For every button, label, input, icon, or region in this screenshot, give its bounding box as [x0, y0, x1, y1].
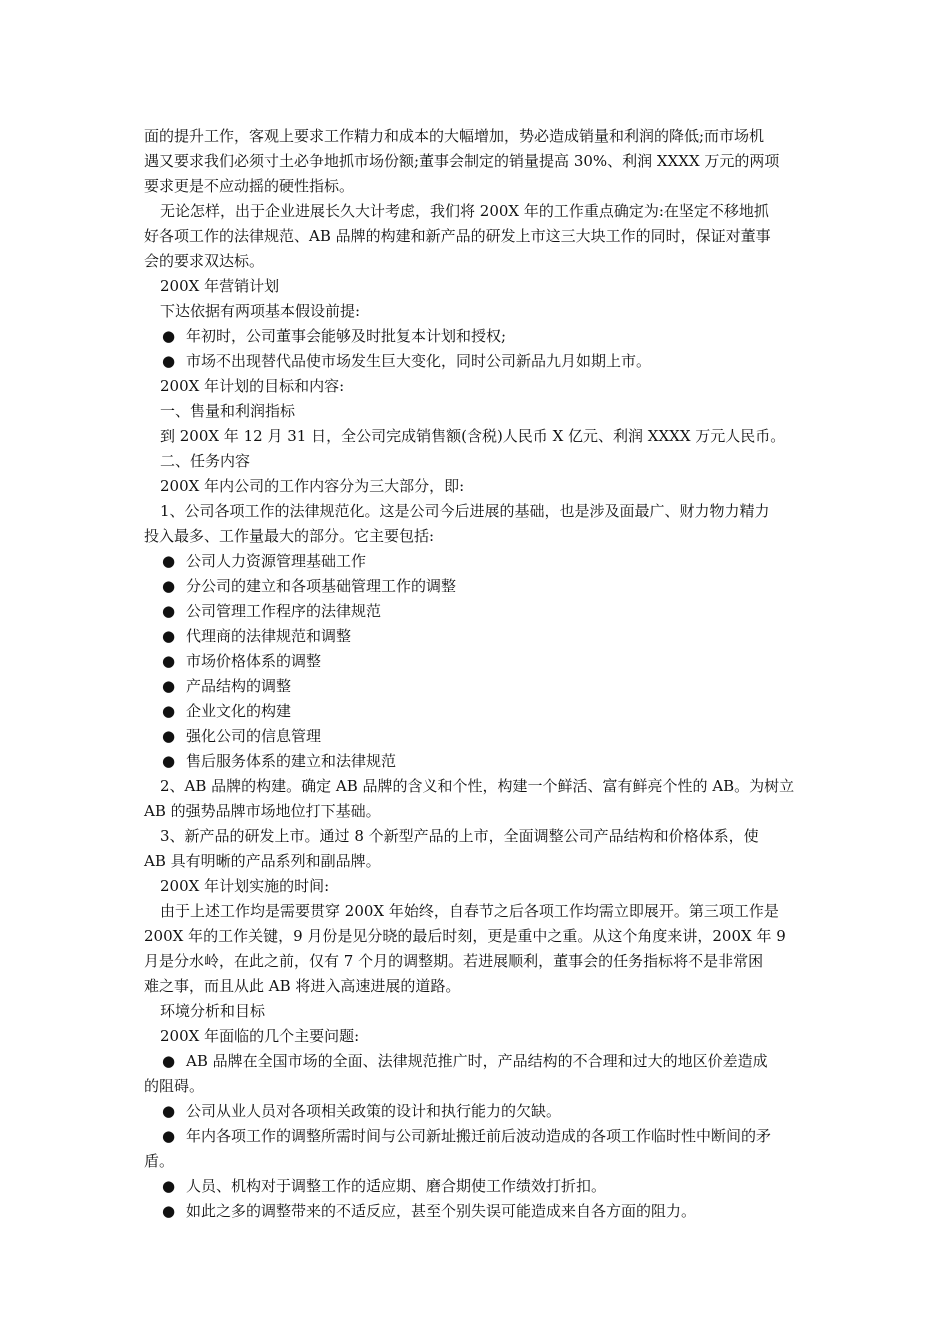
bullet-item [144, 1174, 810, 1199]
paragraph-start-line: 无论怎样，出于企业进展长久大计考虑，我们将 200X 年的工作重点确定为:在坚定不移地抓 [160, 202, 769, 220]
bullet-dot-icon: ● [162, 552, 176, 570]
bullet-dot-icon: ● [162, 327, 176, 345]
bullet-text: 公司从业人员对各项相关政策的设计和执行能力的欠缺。 [186, 1102, 562, 1120]
paragraph-start-line: 2、AB 品牌的构建。确定 AB 品牌的含义和个性，构建一个鲜活、富有鲜亮个性的 AB。为树立 [160, 777, 795, 795]
bullet-text: 人员、机构对于调整工作的适应期、磨合期使工作绩效打折扣。 [186, 1177, 607, 1195]
bullet-dot-icon: ● [162, 352, 176, 370]
bullet-dot-icon: ● [162, 1202, 176, 1220]
paragraph-line: 的阻碍。 [144, 1077, 205, 1095]
bullet-dot-icon: ● [162, 1052, 176, 1070]
paragraph-start-line: 3、新产品的研发上市。通过 8 个新型产品的上市，全面调整公司产品结构和价格体系，使 [160, 827, 759, 845]
bullet-text: 代理商的法律规范和调整 [186, 627, 352, 645]
bullet-text: 年内各项工作的调整所需时间与公司新址搬迁前后波动造成的各项工作临时性中断间的矛 [186, 1127, 772, 1145]
paragraph-line: 投入最多、工作量最大的部分。它主要包括: [144, 527, 435, 545]
paragraph-line: 好各项工作的法律规范、AB 品牌的构建和新产品的研发上市这三大块工作的同时，保证对董事 [144, 227, 771, 245]
bullet-item [144, 324, 810, 349]
bullet-text: AB 品牌在全国市场的全面、法律规范推广时，产品结构的不合理和过大的地区价差造成 [186, 1052, 768, 1070]
paragraph-start-line: 环境分析和目标 [160, 1002, 266, 1020]
bullet-dot-icon: ● [162, 1127, 176, 1145]
bullet-text: 市场价格体系的调整 [186, 652, 322, 670]
bullet-text: 企业文化的构建 [186, 702, 292, 720]
bullet-item [144, 1124, 810, 1149]
bullet-text: 强化公司的信息管理 [186, 727, 322, 745]
bullet-item [144, 624, 810, 649]
paragraph-line: 会的要求双达标。 [144, 252, 265, 270]
bullet-item [144, 349, 810, 374]
document-body [144, 124, 810, 1224]
bullet-item [144, 649, 810, 674]
paragraph-line: AB 的强势品牌市场地位打下基础。 [144, 802, 381, 820]
bullet-item [144, 1049, 810, 1074]
bullet-item [144, 724, 810, 749]
bullet-dot-icon: ● [162, 602, 176, 620]
bullet-text: 市场不出现替代品使市场发生巨大变化，同时公司新品九月如期上市。 [186, 352, 652, 370]
bullet-dot-icon: ● [162, 727, 176, 745]
bullet-item [144, 599, 810, 624]
paragraph-start-line: 二、任务内容 [160, 452, 251, 470]
bullet-text: 年初时，公司董事会能够及时批复本计划和授权; [186, 327, 507, 345]
bullet-item [144, 699, 810, 724]
bullet-dot-icon: ● [162, 702, 176, 720]
paragraph-line: 遇又要求我们必须寸土必争地抓市场份额;董事会制定的销量提高 30%、利润 XXXX 万元的两项 [144, 152, 780, 170]
paragraph-line: 难之事，而且从此 AB 将进入高速进展的道路。 [144, 977, 461, 995]
bullet-text: 公司人力资源管理基础工作 [186, 552, 367, 570]
bullet-text: 售后服务体系的建立和法律规范 [186, 752, 397, 770]
paragraph-start-line: 由于上述工作均是需要贯穿 200X 年始终，自春节之后各项工作均需立即展开。第三项工作是 [160, 902, 779, 920]
bullet-text: 如此之多的调整带来的不适反应，甚至个别失误可能造成来自各方面的阻力。 [186, 1202, 697, 1220]
paragraph-line: 要求更是不应动摇的硬性指标。 [144, 177, 355, 195]
bullet-item [144, 1099, 810, 1124]
bullet-item [144, 1199, 810, 1224]
paragraph-line: 200X 年的工作关键，9 月份是见分晓的最后时刻，更是重中之重。从这个角度来讲，200X 年 9 [144, 927, 786, 945]
bullet-item [144, 674, 810, 699]
paragraph-start-line: 200X 年面临的几个主要问题: [160, 1027, 360, 1045]
paragraph-line: 盾。 [144, 1152, 175, 1170]
paragraph-start-line: 200X 年内公司的工作内容分为三大部分，即: [160, 477, 465, 495]
bullet-text: 产品结构的调整 [186, 677, 292, 695]
bullet-dot-icon: ● [162, 677, 176, 695]
bullet-dot-icon: ● [162, 1102, 176, 1120]
bullet-text: 公司管理工作程序的法律规范 [186, 602, 382, 620]
paragraph-line: 月是分水岭，在此之前，仅有 7 个月的调整期。若进展顺利，董事会的任务指标将不是非常困 [144, 952, 764, 970]
paragraph-start-line: 1、公司各项工作的法律规范化。这是公司今后进展的基础，也是涉及面最广、财力物力精力 [160, 502, 770, 520]
bullet-text: 分公司的建立和各项基础管理工作的调整 [186, 577, 457, 595]
bullet-dot-icon: ● [162, 627, 176, 645]
paragraph-start-line: 200X 年营销计划 [160, 277, 280, 295]
bullet-dot-icon: ● [162, 577, 176, 595]
paragraph-start-line: 到 200X 年 12 月 31 日，全公司完成销售额(含税)人民币 X 亿元、利润 XXXX 万元人民币。 [160, 427, 786, 445]
bullet-item [144, 549, 810, 574]
paragraph-start-line: 200X 年计划实施的时间: [160, 877, 330, 895]
paragraph-line: 面的提升工作，客观上要求工作精力和成本的大幅增加，势必造成销量和利润的降低;而市场机 [144, 127, 765, 145]
bullet-dot-icon: ● [162, 752, 176, 770]
paragraph-line: AB 具有明晰的产品系列和副品牌。 [144, 852, 381, 870]
bullet-dot-icon: ● [162, 1177, 176, 1195]
paragraph-start-line: 200X 年计划的目标和内容: [160, 377, 345, 395]
bullet-item [144, 574, 810, 599]
paragraph-start-line: 一、售量和利润指标 [160, 402, 296, 420]
bullet-dot-icon: ● [162, 652, 176, 670]
bullet-item [144, 749, 810, 774]
paragraph-start-line: 下达依据有两项基本假设前提: [160, 302, 361, 320]
